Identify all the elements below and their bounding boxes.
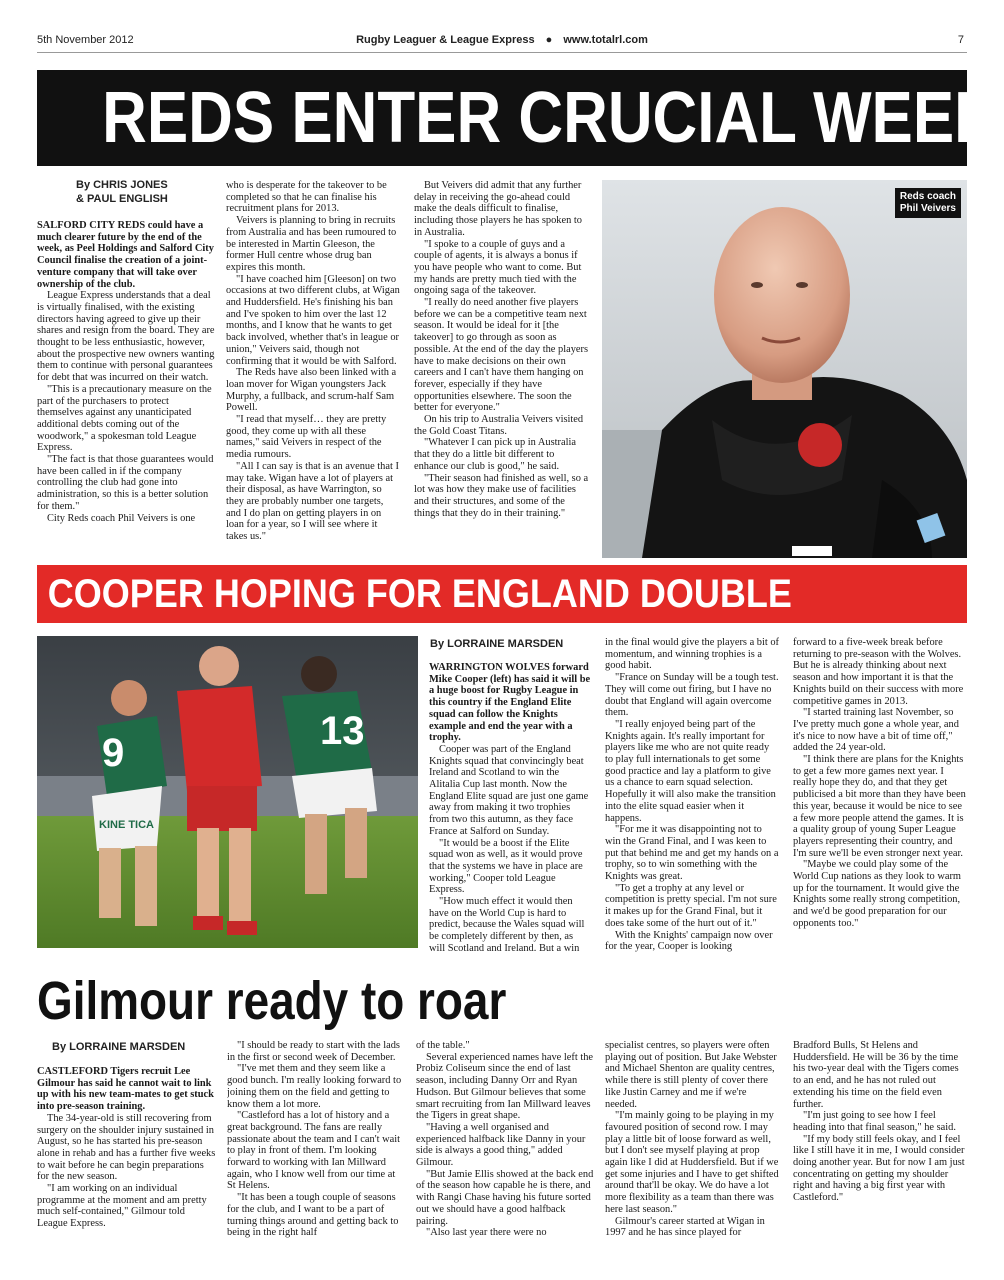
publication-line bbox=[0, 34, 1004, 46]
article2-byline: By LORRAINE MARSDEN bbox=[430, 638, 564, 650]
paragraph: "Having a well organised and experienced halfback like Danny in your side is always a good thing," added Gilmour. bbox=[416, 1121, 586, 1169]
paragraph: "I should be ready to start with the lads in the first or second week of December. bbox=[227, 1040, 400, 1063]
paragraph: WARRINGTON WOLVES forward Mike Cooper (left) has said it will be a huge boost for Rugby League in this country if the England Elite squad can follow the Knights example and end the year with a trophy. bbox=[429, 662, 591, 744]
article2-headline: COOPER HOPING FOR ENGLAND DOUBLE bbox=[47, 572, 792, 616]
paragraph: specialist centres, so players were often playing out of position. But Jake Webster and Michael Shenton are quality centres, while there is still plenty of cover there like Justin Carney and me if we're needed. bbox=[605, 1040, 777, 1110]
coach-photo bbox=[602, 180, 967, 558]
article1-headline: REDS ENTER CRUCIAL WEEK bbox=[102, 78, 999, 158]
article2-column-1 bbox=[429, 662, 591, 952]
paragraph: "This is a precautionary measure on the part of the purchasers to protect themselves against any unanticipated additional debts coming out of the woodwork," a spokesman told League Express. bbox=[37, 383, 212, 454]
paragraph: Gilmour's career started at Wigan in 1997 and he has since played for bbox=[605, 1215, 765, 1239]
separator-bullet: ● bbox=[545, 34, 553, 46]
paragraph: Cooper was part of the England Knights squad that convincingly beat Ireland and Scotland to win the Alitalia Cup last month. Now the England Elite squad are just one game away from making it two trophies from two this autumn, as they face France at Salford on Sunday. bbox=[429, 743, 589, 837]
paragraph: "I'm mainly going to be playing in my favoured position of second row. I may play a little bit of loose forward as well, but I don't see myself playing at prop again like I did at Huddersfield. But if we get some injuries and I have to get shifted around that'll be okay. We do have a lot more flexibility as a team than there was here last season." bbox=[605, 1110, 779, 1215]
paragraph: CASTLEFORD Tigers recruit Lee Gilmour has said he cannot wait to link up with his new team-mates to get stuck into pre-season training. bbox=[37, 1066, 214, 1113]
paragraph: Several experienced names have left the Probiz Coliseum since the end of last season, including Danny Orr and Ryan Hudson. But Gilmour believes that some smart recruiting from Ian Millward leaves the Tigers in great shape. bbox=[416, 1051, 594, 1122]
paragraph: "Whatever I can pick up in Australia that they do a little bit different to enhance our club is good," he said. bbox=[414, 437, 576, 472]
paragraph: "For me it was disappointing not to win the Grand Final, and I was keen to put that behind me and get my hands on a trophy, so to win something with the Knights was great. bbox=[605, 824, 779, 883]
paragraph: "I really enjoyed being part of the Knights again. It's really important for players like me who are not quite ready to play full internationals to get some good practice and lay a platform to give us a chance to earn squad selection. Hopefully it will also make the transition into the elite squad easier when it happens. bbox=[605, 718, 776, 824]
article1-column-1 bbox=[37, 220, 215, 558]
paragraph: "Also last year there were no bbox=[426, 1227, 547, 1239]
paragraph: "I really do need another five players before we can be a competitive team next season. It would be ideal for it [the takeover] to go through as soon as possible. At the end of the day the players have to make decisions on their own careers and I can't have them hanging on forever, especially if they have opportunities elsewhere. The soon the better for everyone." bbox=[414, 297, 589, 414]
paragraph: City Reds coach Phil Veivers is one bbox=[47, 512, 196, 524]
paragraph: "All I can say is that is an avenue that I may take. Wigan have a lot of players at their disposal, as have Warrington, so they are probably number one targets, and I do plan on getting players in on loan for a year, so I will see where it takes us." bbox=[226, 460, 399, 543]
header-rule bbox=[37, 52, 967, 53]
paragraph: "I think there are plans for the Knights to get a few more games next year. I really hope they do, and that they get publicised a bit more than they have been this year, because it would be nice to see a few more people attend the games. It is a quality group of young Super League players representing their country, and I'm sure we'll be even stronger next year. bbox=[793, 754, 966, 859]
caption-line2: Phil Veivers bbox=[899, 203, 956, 214]
rugby-action-image bbox=[37, 636, 418, 948]
article1-byline bbox=[76, 178, 216, 206]
match-photo bbox=[37, 636, 418, 948]
paragraph: SALFORD CITY REDS could have a much clearer future by the end of the week, as Peel Holdings and Salford City Council finalise the creation of a joint-venture company that will take over ownership of the club. bbox=[37, 220, 214, 290]
article3-column-3 bbox=[416, 1040, 594, 1246]
paragraph: forward to a five-week break before returning to pre-season with the Wolves. But he is already thinking about next season and how important it is that the Knights build on their success with more competitive games in 2013. bbox=[793, 637, 964, 707]
paragraph: "The fact is that those guarantees would have been called in if the company controlling the club had gone into administration, so this is a better solution for them." bbox=[37, 454, 214, 512]
jersey-number-13: 13 bbox=[320, 709, 365, 753]
paragraph: On his trip to Australia Veivers visited the Gold Coast Titans. bbox=[414, 414, 584, 437]
paragraph: With the Knights' campaign now over for the year, Cooper is looking bbox=[605, 929, 773, 952]
paragraph: of the table." bbox=[416, 1040, 470, 1051]
paragraph: "If my body still feels okay, and I feel like I still have it in me, I would consider doing another year. But for now I am just concentrating on getting my shoulder right and having a big first year with Castleford." bbox=[793, 1133, 965, 1204]
paragraph: "France on Sunday will be a tough test. They will come out firing, but I have no doubt that England will again overcome them. bbox=[605, 672, 779, 719]
paragraph: Bradford Bulls, St Helens and Huddersfield. He will be 36 by the time his two-year deal with the Tigers comes to an end, and he has not ruled out extending his time on the field even further. bbox=[793, 1040, 959, 1110]
issue-date: 5th November 2012 bbox=[37, 34, 134, 46]
publication-name: Rugby Leaguer & League Express bbox=[356, 34, 535, 46]
paragraph: "I spoke to a couple of guys and a couple of agents, it is always a bonus if you have people who want to come. But my hands are pretty much tied with the ongoing saga of the takeover. bbox=[414, 238, 582, 297]
paragraph: "Maybe we could play some of the World Cup nations as they look to warm up for the tournament. It would give the Knights some really strong competition, and we'd be good preparation for our opponents too." bbox=[793, 859, 961, 929]
article1-column-3 bbox=[414, 180, 590, 558]
paragraph: League Express understands that a deal is virtually finalised, with the existing directors having agreed to give up their shares and resign from the board. They are thought to be less enthusiastic, however, about the prospective new owners wanting them to continue with personal guarantees for debt that was incurred on their watch. bbox=[37, 290, 215, 384]
paragraph: "It would be a boost if the Elite squad won as well, as it would prove that the systems we have in place are working," Cooper told League Express. bbox=[429, 837, 583, 896]
headline-banner bbox=[37, 70, 999, 166]
paragraph: "But Jamie Ellis showed at the back end of the season how capable he is there, and with Rangi Chase having his future sorted out we should have a good halfback pairing. bbox=[416, 1168, 594, 1227]
article3-column-2 bbox=[227, 1040, 405, 1246]
paragraph: "Castleford has a lot of history and a great background. The fans are really passionate about the team and I can't wait to play in front of them. I'm looking forward to working with Ian Millward again, who I know well from our time at St Helens. bbox=[227, 1110, 400, 1192]
byline-line2: & PAUL ENGLISH bbox=[76, 193, 168, 205]
caption-line1: Reds coach bbox=[899, 191, 956, 202]
paragraph: who is desperate for the takeover to be completed so that he can finalise his recruitment plans for 2013. bbox=[226, 180, 387, 215]
paragraph: But Veivers did admit that any further delay in receiving the go-ahead could make the deals difficult to finalise, including those players he has spoken to in Australia. bbox=[414, 180, 582, 238]
paragraph: "I am working on an individual programme at the moment and am pretty much self-contained," Gilmour told League Express. bbox=[37, 1183, 207, 1230]
article2-column-2 bbox=[605, 637, 779, 952]
website-link[interactable]: www.totalrl.com bbox=[563, 34, 648, 46]
paragraph: The 34-year-old is still recovering from surgery on the shoulder injury sustained in August, so he has started his pre-season alone in rehab and has a further five weeks to wait before he can begin preparations for the new season. bbox=[37, 1112, 216, 1183]
page-number: 7 bbox=[957, 34, 964, 46]
article3-column-1 bbox=[37, 1066, 217, 1246]
paragraph: in the final would give the players a bit of momentum, and winning trophies is a good habit. bbox=[605, 637, 779, 672]
coach-portrait bbox=[602, 180, 967, 558]
paragraph: "I started training last November, so I've pretty much gone a whole year, and it's nice to now have a bit of time off," added the 24 year-old. bbox=[793, 707, 959, 754]
article2-column-3 bbox=[793, 637, 967, 952]
headline-banner-red bbox=[37, 565, 967, 623]
paragraph: "I'm just going to see how I feel heading into that final season," he said. bbox=[793, 1110, 956, 1133]
article1-column-2 bbox=[226, 180, 400, 558]
article3-column-5 bbox=[793, 1040, 967, 1246]
photo-caption bbox=[895, 188, 961, 218]
paragraph: "I read that myself… they are pretty good, they come up with all these names," said Veivers in respect of the media rumours. bbox=[226, 414, 387, 461]
jersey-number-9: 9 bbox=[102, 731, 125, 775]
paragraph: Veivers is planning to bring in recruits from Australia and has been rumoured to be interested in Martin Gleeson, the former Hull centre whose drug ban expires this month. bbox=[226, 215, 397, 273]
paragraph: "I have coached him [Gleeson] on two occasions at two different clubs, at Wigan and Huddersfield. He's finishing his ban and I've spoken to him over the last 12 months, and I know that he wants to get back involved, whether that's in league or union," Veivers said, though not confirming that it would be with Salford. bbox=[226, 273, 400, 367]
article3-headline: Gilmour ready to roar bbox=[37, 971, 507, 1031]
paragraph: The Reds have also been linked with a loan mover for Wigan youngsters Jack Murphy, a fullback, and scrum-half Sam Powell. bbox=[226, 367, 397, 414]
paragraph: "Their season had finished as well, so a lot was how they make use of facilities and their structures, and some of the things that they do in their training." bbox=[414, 472, 589, 519]
paragraph: "How much effect it would then have on the World Cup is hard to predict, because the Wales squad will be completely different by then, as will Scotland and Ireland. But a win bbox=[429, 896, 585, 952]
paragraph: "It has been a tough couple of seasons for the club, and I want to be a part of turning things around and getting back to being in the right half bbox=[227, 1192, 399, 1239]
paragraph: "I've met them and they seem like a good bunch. I'm really looking forward to joining them on the field and getting to know them a lot more. bbox=[227, 1063, 402, 1110]
article3-byline: By LORRAINE MARSDEN bbox=[52, 1041, 186, 1053]
byline-line1: By CHRIS JONES bbox=[76, 179, 168, 191]
sponsor-text-left: KINE TICA bbox=[99, 819, 154, 831]
paragraph: "To get a trophy at any level or competition is pretty special. I'm not sure it makes up for the Grand Final, but it does take some of the hurt out of it." bbox=[605, 882, 777, 929]
article3-column-4 bbox=[605, 1040, 781, 1246]
